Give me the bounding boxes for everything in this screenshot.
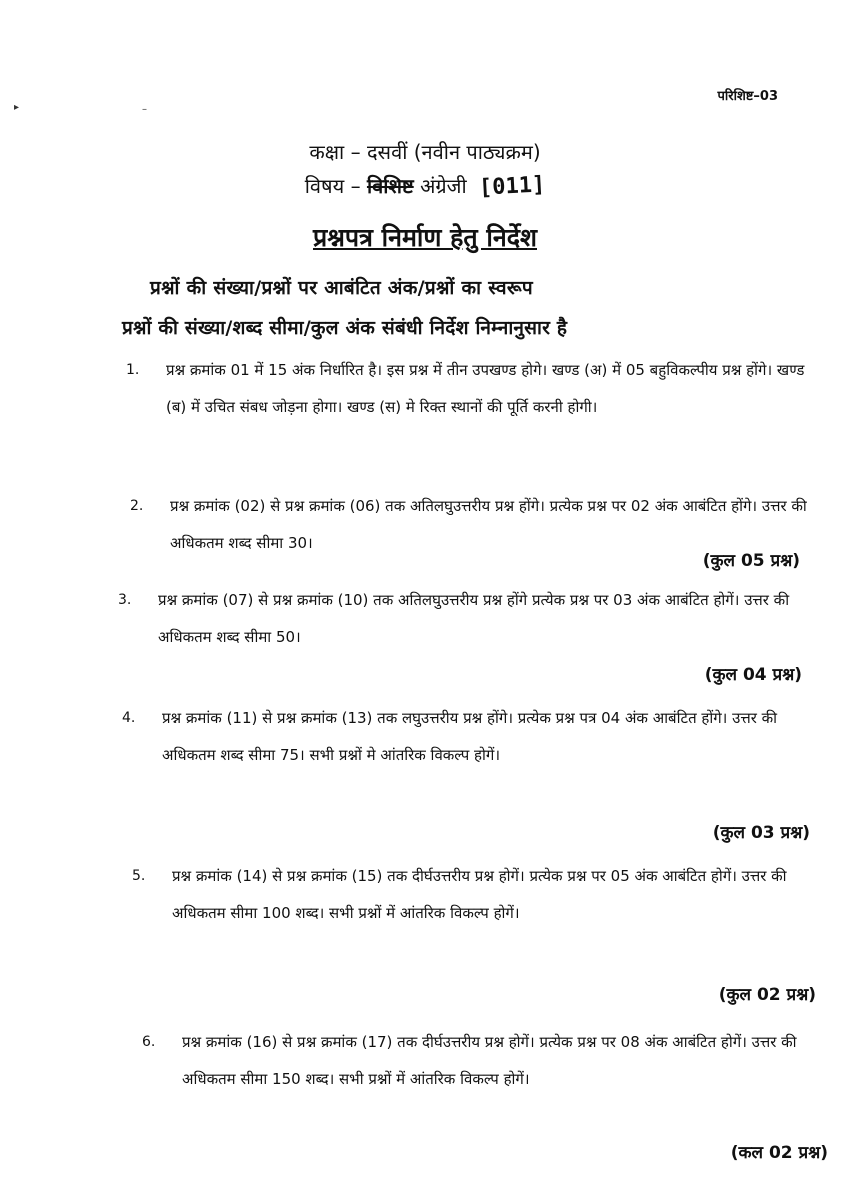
instruction-item-1 [126,352,826,426]
item-number: 4. [122,710,136,726]
subtitle-2: प्रश्नों की संख्या/शब्द सीमा/कुल अंक संबंधी निर्देश निम्नानुसार है [122,317,568,339]
subject-prefix: विषय – [304,174,361,198]
item-number: 6. [142,1034,156,1050]
instruction-item-6 [142,1024,842,1098]
subject-struck-word: विशिष्ट [366,174,414,198]
instruction-item-3 [118,582,818,656]
item-4-total: (कुल 03 प्रश्न) [712,823,810,843]
item-text: प्रश्न क्रमांक 01 में 15 अंक निर्धारित है। इस प्रश्न में तीन उपखण्ड होगे। खण्ड (अ) में 05 बहुविकल्पीय प्रश्न होंगे। खण्ड (ब) में उचित संबध जोड़ना होगा। खण्ड (स) मे रिक्त स्थानों की पूर्ति करनी होगी। [166,361,805,416]
item-text: प्रश्न क्रमांक (02) से प्रश्न क्रमांक (06) तक अतिलघुउत्तरीय प्रश्न होंगे। प्रत्येक प्रश्न पर 02 अंक आबंटित होंगे। उत्तर की अधिकतम शब्द सीमा 30। [170,497,807,552]
page-title: प्रश्नपत्र निर्माण हेतु निर्देश [312,223,537,252]
class-line: कक्षा – दसवीं (नवीन पाठ्यक्रम) [309,140,541,164]
subject-line [0,172,850,199]
item-text: प्रश्न क्रमांक (07) से प्रश्न क्रमांक (10) तक अतिलघुउत्तरीय प्रश्न होंगे प्रत्येक प्रश्न पर 03 अंक आबंटित होगें। उत्तर की अधिकतम शब्द सीमा 50। [158,591,790,646]
item-3-total: (कुल 04 प्रश्न) [704,665,802,685]
item-text: प्रश्न क्रमांक (11) से प्रश्न क्रमांक (13) तक लघुउत्तरीय प्रश्न होंगे। प्रत्येक प्रश्न पत्र 04 अंक आबंटित होंगे। उत्तर की अधिकतम शब्द सीमा 75। सभी प्रश्नों मे आंतरिक विकल्प होगें। [162,709,778,764]
subject-code: [011] [478,172,546,201]
stray-mark: – [142,104,147,115]
stray-mark: ▸ [14,102,20,113]
item-number: 5. [132,868,146,884]
item-number: 3. [118,592,132,608]
instruction-item-5 [132,858,832,932]
item-6-total: (कल 02 प्रश्न) [730,1143,828,1163]
subtitle-1: प्रश्नों की संख्या/प्रश्नों पर आबंटित अंक/प्रश्नों का स्वरूप [150,277,533,299]
item-number: 2. [130,498,144,514]
item-5-total: (कुल 02 प्रश्न) [718,985,816,1005]
item-text: प्रश्न क्रमांक (16) से प्रश्न क्रमांक (17) तक दीर्घउत्तरीय प्रश्न होगें। प्रत्येक प्रश्न पर 08 अंक आबंटित होगें। उत्तर की अधिकतम सीमा 150 शब्द। सभी प्रश्नों में आंतरिक विकल्प होगें। [182,1033,797,1088]
item-text: प्रश्न क्रमांक (14) से प्रश्न क्रमांक (15) तक दीर्घउत्तरीय प्रश्न होगें। प्रत्येक प्रश्न पर 05 अंक आबंटित होगें। उत्तर की अधिकतम सीमा 100 शब्द। सभी प्रश्नों में आंतरिक विकल्प होगें। [172,867,787,922]
appendix-label: परिशिष्ट–03 [717,89,778,104]
item-number: 1. [126,362,140,378]
item-2-total: (कुल 05 प्रश्न) [702,551,800,571]
subject-name: अंग्रेजी [420,174,467,198]
instruction-item-4 [122,700,822,774]
